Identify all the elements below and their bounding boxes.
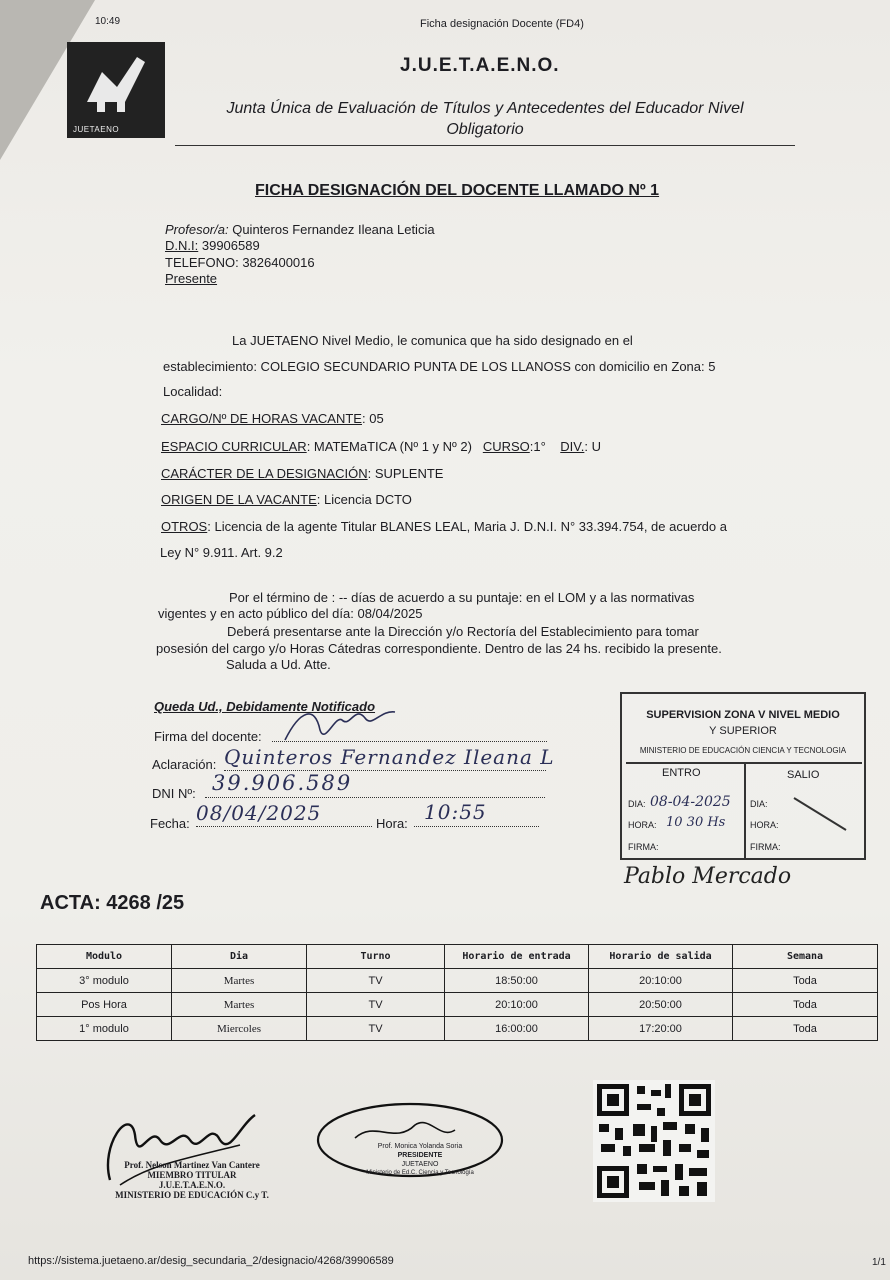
- cell-entrada: 16:00:00: [445, 1017, 589, 1041]
- cell-turno: TV: [307, 993, 445, 1017]
- espacio-line: [161, 439, 601, 455]
- print-time: 10:49: [95, 16, 121, 27]
- logo-emblem-icon: [67, 42, 165, 122]
- aclaracion-value: Quinteros Fernandez Ileana L: [224, 745, 555, 769]
- member-role: MIEMBRO TITULAR: [147, 1170, 237, 1180]
- cell-semana: Toda: [733, 1017, 878, 1041]
- stamp-dia-label: DIA:: [628, 799, 646, 809]
- cell-salida: 17:20:00: [589, 1017, 733, 1041]
- cell-salida: 20:10:00: [589, 969, 733, 993]
- col-modulo: Modulo: [37, 945, 172, 969]
- presente-label: Presente: [165, 271, 218, 286]
- reception-stamp: [620, 692, 866, 860]
- cell-modulo: 3° modulo: [37, 969, 172, 993]
- president-ministry: Ministerio de Ed.C. Ciencia y Tecnología: [366, 1170, 474, 1176]
- termino-line-2: vigentes y en acto público del día: 08/04/2025: [158, 606, 423, 621]
- table-header-row: [37, 945, 878, 969]
- debera-line-1: Deberá presentarse ante la Dirección y/o Rectoría del Establecimiento para tomar: [227, 624, 699, 639]
- curso-value: :1°: [529, 439, 546, 454]
- stamp-dia-value: 08-04-2025: [650, 794, 731, 810]
- dni-label: D.N.I:: [165, 238, 199, 253]
- cell-semana: Toda: [733, 993, 878, 1017]
- caracter-line: [161, 466, 443, 482]
- org-acronym: J.U.E.T.A.E.N.O.: [400, 55, 560, 76]
- stamp-ministry: MINISTERIO DE EDUCACIÓN CIENCIA Y TECNOLOGIA: [639, 746, 847, 755]
- cell-dia: Miercoles: [172, 1017, 307, 1041]
- intro-line-1: La JUETAENO Nivel Medio, le comunica que ha sido designado en el: [232, 333, 633, 348]
- firma-docente-label: Firma del docente:: [154, 729, 262, 744]
- origen-value: : Licencia DCTO: [316, 492, 412, 507]
- fecha-dotted-line: [196, 826, 372, 827]
- teacher-phone-line: [165, 255, 315, 271]
- phone-label: TELEFONO:: [165, 255, 239, 270]
- schedule-table: [36, 944, 878, 1041]
- teacher-label: Profesor/a:: [165, 222, 229, 237]
- cell-turno: TV: [307, 969, 445, 993]
- fecha-label: Fecha:: [150, 816, 190, 831]
- dni-notif-label: DNI Nº:: [152, 786, 196, 801]
- table-row: [37, 969, 878, 993]
- stamp-salio: SALIO: [787, 769, 820, 781]
- stamp-salio-dia-label: DIA:: [750, 799, 768, 809]
- saluda-line: Saluda a Ud. Atte.: [226, 657, 331, 672]
- stamp-signature-name: Pablo Mercado: [624, 864, 792, 889]
- div-label: DIV.: [560, 439, 585, 454]
- curso-label: CURSO: [482, 439, 530, 454]
- stamp-entro: ENTRO: [662, 767, 701, 779]
- qr-code: [593, 1080, 715, 1202]
- member-name: Prof. Nelson Martinez Van Cantere: [124, 1160, 260, 1170]
- col-entrada: Horario de entrada: [445, 945, 589, 969]
- col-turno: Turno: [307, 945, 445, 969]
- aclaracion-label: Aclaración:: [152, 757, 217, 772]
- hora-dotted-line: [414, 826, 539, 827]
- stamp-salio-firma-label: FIRMA:: [750, 842, 781, 852]
- table-row: [37, 1017, 878, 1041]
- cell-turno: TV: [307, 1017, 445, 1041]
- stamp-salio-hora-label: HORA:: [750, 820, 779, 830]
- intro-line-2: establecimiento: COLEGIO SECUNDARIO PUNTA DE LOS LLANOSS con domicilio en Zona: 5: [163, 359, 716, 374]
- juetaeno-logo: [67, 42, 165, 138]
- stamp-cross-line-icon: [790, 794, 850, 834]
- div-value: : U: [584, 439, 601, 454]
- notified-heading: Queda Ud., Debidamente Notificado: [154, 699, 376, 714]
- cell-modulo: 1° modulo: [37, 1017, 172, 1041]
- stamp-title-1: SUPERVISION ZONA V NIVEL MEDIO: [646, 709, 840, 721]
- col-salida: Horario de salida: [589, 945, 733, 969]
- termino-line-1: Por el término de : -- días de acuerdo a su puntaje: en el LOM y a las normativas: [229, 590, 695, 605]
- cell-dia: Martes: [172, 993, 307, 1017]
- qr-code-icon: [593, 1080, 715, 1202]
- source-url: https://sistema.juetaeno.ar/desig_secundaria_2/designacio/4268/39906589: [28, 1255, 394, 1267]
- teacher-dni-line: [165, 238, 260, 254]
- stamp-firma-label: FIRMA:: [628, 842, 659, 852]
- phone-value: 3826400016: [242, 255, 315, 270]
- espacio-value: : MATEMaTICA (Nº 1 y Nº 2): [306, 439, 472, 454]
- stamp-hora-value: 10 30 Hs: [666, 815, 726, 830]
- caracter-value: : SUPLENTE: [367, 466, 444, 481]
- ley-line: Ley N° 9.911. Art. 9.2: [160, 545, 283, 560]
- president-stamp: [345, 1142, 495, 1178]
- teacher-name: Quinteros Fernandez Ileana Leticia: [232, 222, 435, 237]
- cell-entrada: 18:50:00: [445, 969, 589, 993]
- org-full-name: Junta Única de Evaluación de Títulos y Antecedentes del Educador Nivel Obligatorio: [226, 100, 744, 138]
- origen-label: ORIGEN DE LA VACANTE: [161, 492, 317, 507]
- logo-text: JUETAENO: [73, 125, 120, 134]
- hora-label: Hora:: [376, 816, 408, 831]
- otros-label: OTROS: [161, 519, 208, 534]
- origen-line: [161, 492, 412, 508]
- cargo-value: : 05: [361, 411, 384, 426]
- cell-salida: 20:50:00: [589, 993, 733, 1017]
- stamp-column-divider: [744, 762, 746, 858]
- acta-number: ACTA: 4268 /25: [40, 892, 185, 914]
- teacher-line: [165, 222, 435, 238]
- print-doc-title: Ficha designación Docente (FD4): [420, 18, 584, 30]
- header-divider: [175, 145, 795, 146]
- debera-line-2: posesión del cargo y/o Horas Cátedras correspondiente. Dentro de las 24 hs. recibido la presente.: [156, 641, 722, 656]
- cell-entrada: 20:10:00: [445, 993, 589, 1017]
- stamp-title-2: Y SUPERIOR: [709, 725, 777, 737]
- otros-value: : Licencia de la agente Titular BLANES LEAL, Maria J. D.N.I. N° 33.394.754, de acuerdo a: [207, 519, 727, 534]
- table-row: [37, 993, 878, 1017]
- cargo-label: CARGO/Nº DE HORAS VACANTE: [161, 411, 362, 426]
- otros-line: [161, 519, 727, 535]
- cell-dia: Martes: [172, 969, 307, 993]
- dni-notif-value: 39.906.589: [212, 771, 353, 795]
- caracter-label: CARÁCTER DE LA DESIGNACIÓN: [161, 466, 368, 481]
- president-org: JUETAENO: [401, 1161, 439, 1168]
- localidad-line: Localidad:: [163, 384, 223, 399]
- espacio-label: ESPACIO CURRICULAR: [161, 439, 307, 454]
- stamp-hora-label: HORA:: [628, 820, 657, 830]
- member-org: J.U.E.T.A.E.N.O.: [158, 1180, 226, 1190]
- member-stamp: [112, 1160, 272, 1200]
- page-number: 1/1: [872, 1257, 886, 1268]
- cargo-line: [161, 411, 384, 427]
- dni-value: 39906589: [201, 238, 260, 253]
- col-dia: Dia: [172, 945, 307, 969]
- fecha-value: 08/04/2025: [196, 801, 322, 825]
- president-role: PRESIDENTE: [397, 1152, 443, 1159]
- cell-semana: Toda: [733, 969, 878, 993]
- president-name: Prof. Monica Yolanda Soria: [377, 1143, 463, 1150]
- cell-modulo: Pos Hora: [37, 993, 172, 1017]
- dni-dotted-line: [205, 797, 545, 798]
- member-ministry: MINISTERIO DE EDUCACIÓN C.y T.: [115, 1190, 269, 1200]
- page-title: FICHA DESIGNACIÓN DEL DOCENTE LLAMADO Nº 1: [255, 182, 660, 199]
- teacher-signature-icon: [280, 700, 400, 750]
- hora-value: 10:55: [424, 800, 487, 824]
- col-semana: Semana: [733, 945, 878, 969]
